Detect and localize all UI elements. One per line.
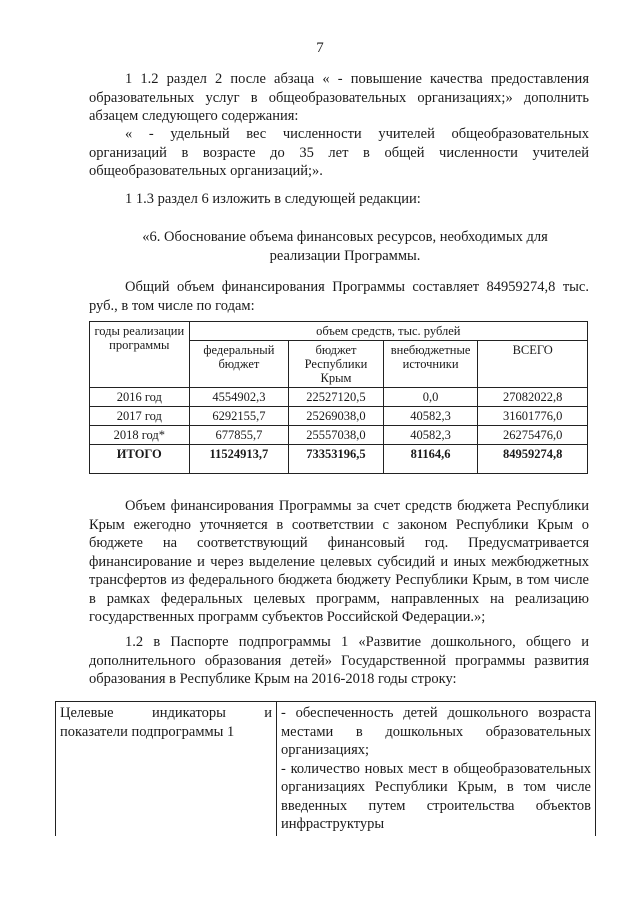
- paragraph-total-financing: Общий объем финансирования Программы составляет 84959274,8 тыс. руб., в том числе по годам:: [89, 279, 589, 314]
- table-row: [90, 388, 588, 407]
- cell-federal: 4554902,3: [189, 388, 289, 407]
- header-funds-group: объем средств, тыс. рублей: [189, 322, 587, 341]
- cell-federal: 6292155,7: [189, 407, 289, 426]
- cell-total: 27082022,8: [478, 388, 588, 407]
- header-total: ВСЕГО: [478, 341, 588, 388]
- cell-extra: 40582,3: [383, 426, 478, 445]
- header-extra-budget: внебюджетные источники: [383, 341, 478, 388]
- paragraph-1-2-passport: 1.2 в Паспорте подпрограммы 1 «Развитие дошкольного, общего и дополнительного образования детей» Государственной программы развития образования в Республике Крым на 2016-2018 годы строку:: [89, 634, 589, 687]
- cell-extra: 0,0: [383, 388, 478, 407]
- cell-year: 2017 год: [90, 407, 190, 426]
- section-6-heading: «6. Обоснование объема финансовых ресурсов, необходимых для реализации Программы.: [142, 229, 548, 264]
- passport-label: Целевые индикаторы и показатели подпрограммы 1: [56, 702, 277, 836]
- cell-year: 2018 год*: [90, 426, 190, 445]
- cell-crimea: 25269038,0: [289, 407, 384, 426]
- header-crimea-budget: бюджет Республики Крым: [289, 341, 384, 388]
- header-years: годы реализации программы: [90, 322, 190, 388]
- table-row: [90, 407, 588, 426]
- passport-item-2: - количество новых мест в общеобразовательных организациях Республики Крым, в том числе введенных путем строительства объектов инфраструктуры: [281, 760, 591, 832]
- paragraph-1-1-3: 1 1.3 раздел 6 изложить в следующей редакции:: [125, 191, 421, 207]
- header-federal: федеральный бюджет: [189, 341, 289, 388]
- cell-total: 84959274,8: [478, 445, 588, 474]
- cell-year: ИТОГО: [90, 445, 190, 474]
- table-row: [90, 426, 588, 445]
- cell-year: 2016 год: [90, 388, 190, 407]
- passport-values: [277, 702, 596, 836]
- cell-extra: 81164,6: [383, 445, 478, 474]
- paragraph-1-1-2: 1 1.2 раздел 2 после абзаца « - повышение качества предоставления образовательных услуг в общеобразовательных организациях;» дополнить абзацем следующего содержания:: [89, 71, 589, 124]
- table-total-row: [90, 445, 588, 474]
- financing-table: [89, 321, 588, 474]
- cell-federal: 677855,7: [189, 426, 289, 445]
- paragraph-funding-notes: Объем финансирования Программы за счет средств бюджета Республики Крым ежегодно уточняется в соответствии с законом Республики Крым о бюджете на соответствующий финансовый год. Предусматривается финансирование и через выделение целевых субсидий и иных межбюджетных трансфертов из федерального бюджета бюджету Республики Крым, в том числе в рамках федеральных целевых программ, направленных на реализацию государственных программ субъектов Российской Федерации.»;: [89, 498, 589, 625]
- cell-total: 31601776,0: [478, 407, 588, 426]
- page-number: 7: [316, 40, 324, 56]
- cell-crimea: 25557038,0: [289, 426, 384, 445]
- cell-crimea: 22527120,5: [289, 388, 384, 407]
- cell-crimea: 73353196,5: [289, 445, 384, 474]
- passport-row: [56, 702, 596, 836]
- cell-extra: 40582,3: [383, 407, 478, 426]
- table-header-row: [90, 322, 588, 341]
- paragraph-quote-indicator: « - удельный вес численности учителей общеобразовательных организаций в возрасте до 35 лет в общей численности учителей общеобразовательных организаций;».: [89, 126, 589, 179]
- cell-total: 26275476,0: [478, 426, 588, 445]
- cell-federal: 11524913,7: [189, 445, 289, 474]
- passport-item-1: - обеспеченность детей дошкольного возраста местами в дошкольных образовательных организациях;: [281, 705, 591, 758]
- passport-table: [55, 701, 596, 836]
